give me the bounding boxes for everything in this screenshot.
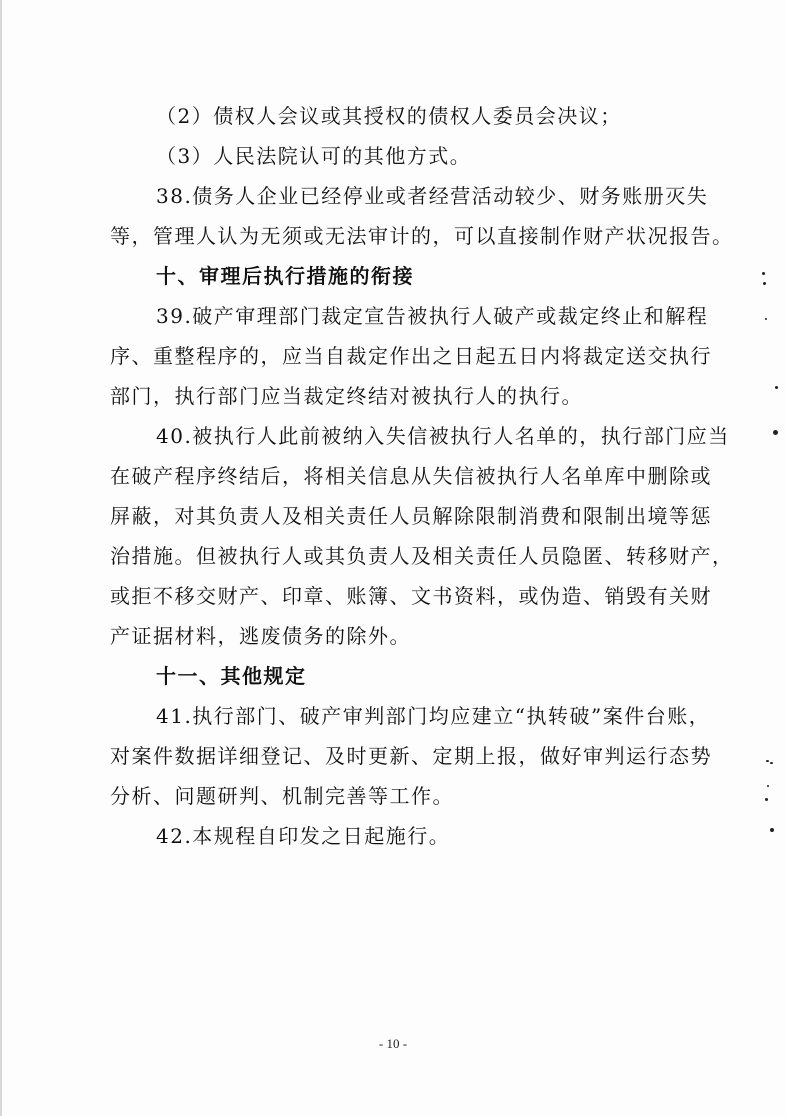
- paragraph-40-line-4: 治措施。但被执行人或其负责人及相关责任人员隐匿、转移财产，: [110, 544, 734, 568]
- paragraph-38-line-1: 38.债务人企业已经停业或者经营活动较少、财务账册灭失: [156, 184, 709, 208]
- paragraph-41-line-3: 分析、问题研判、机制完善等工作。: [110, 784, 454, 808]
- scan-speck: [770, 828, 774, 832]
- scan-speck: [762, 272, 765, 275]
- scan-speck: [765, 318, 767, 320]
- scan-speck: [773, 430, 778, 435]
- paragraph-39-line-3: 部门，执行部门应当裁定终结对被执行人的执行。: [110, 384, 583, 408]
- paragraph-40-line-6: 产证据材料，逃废债务的除外。: [110, 624, 411, 648]
- paragraph-41-line-2: 对案件数据详细登记、及时更新、定期上报，做好审判运行态势: [110, 744, 712, 768]
- scan-speck: [767, 785, 769, 787]
- scan-speck: [766, 760, 769, 762]
- paragraph-41-line-1: 41.执行部门、破产审判部门均应建立“执转破”案件台账，: [156, 704, 711, 728]
- paragraph-42-line-1: 42.本规程自印发之日起施行。: [156, 824, 451, 848]
- scan-speck: [765, 798, 768, 801]
- page-number: - 10 -: [378, 1036, 408, 1051]
- paragraph-38-line-2: 等，管理人认为无须或无法审计的，可以直接制作财产状况报告。: [110, 224, 734, 248]
- paragraph-40-line-1: 40.被执行人此前被纳入失信被执行人名单的，执行部门应当: [156, 424, 730, 448]
- section-heading-11: 十一、其他规定: [156, 664, 307, 688]
- scan-speck: [775, 386, 778, 389]
- document-body: [110, 96, 734, 856]
- paragraph-40-line-2: 在破产程序终结后，将相关信息从失信被执行人名单库中删除或: [110, 464, 712, 488]
- paragraph-40-line-5: 或拒不移交财产、印章、账簿、文书资料，或伪造、销毁有关财: [110, 584, 712, 608]
- scan-speck: [770, 762, 773, 764]
- paragraph-line-item-2: （2）债权人会议或其授权的债权人委员会决议；: [156, 104, 622, 128]
- scan-speck: [763, 282, 766, 285]
- paragraph-39-line-1: 39.破产审理部门裁定宣告被执行人破产或裁定终止和解程: [156, 304, 709, 328]
- scan-edge: [0, 0, 2, 1116]
- section-heading-10: 十、审理后执行措施的衔接: [156, 264, 414, 288]
- paragraph-39-line-2: 序、重整程序的，应当自裁定作出之日起五日内将裁定送交执行: [110, 344, 712, 368]
- paragraph-40-line-3: 屏蔽，对其负责人及相关责任人员解除限制消费和限制出境等惩: [110, 504, 712, 528]
- paragraph-line-item-3: （3）人民法院认可的其他方式。: [156, 144, 472, 168]
